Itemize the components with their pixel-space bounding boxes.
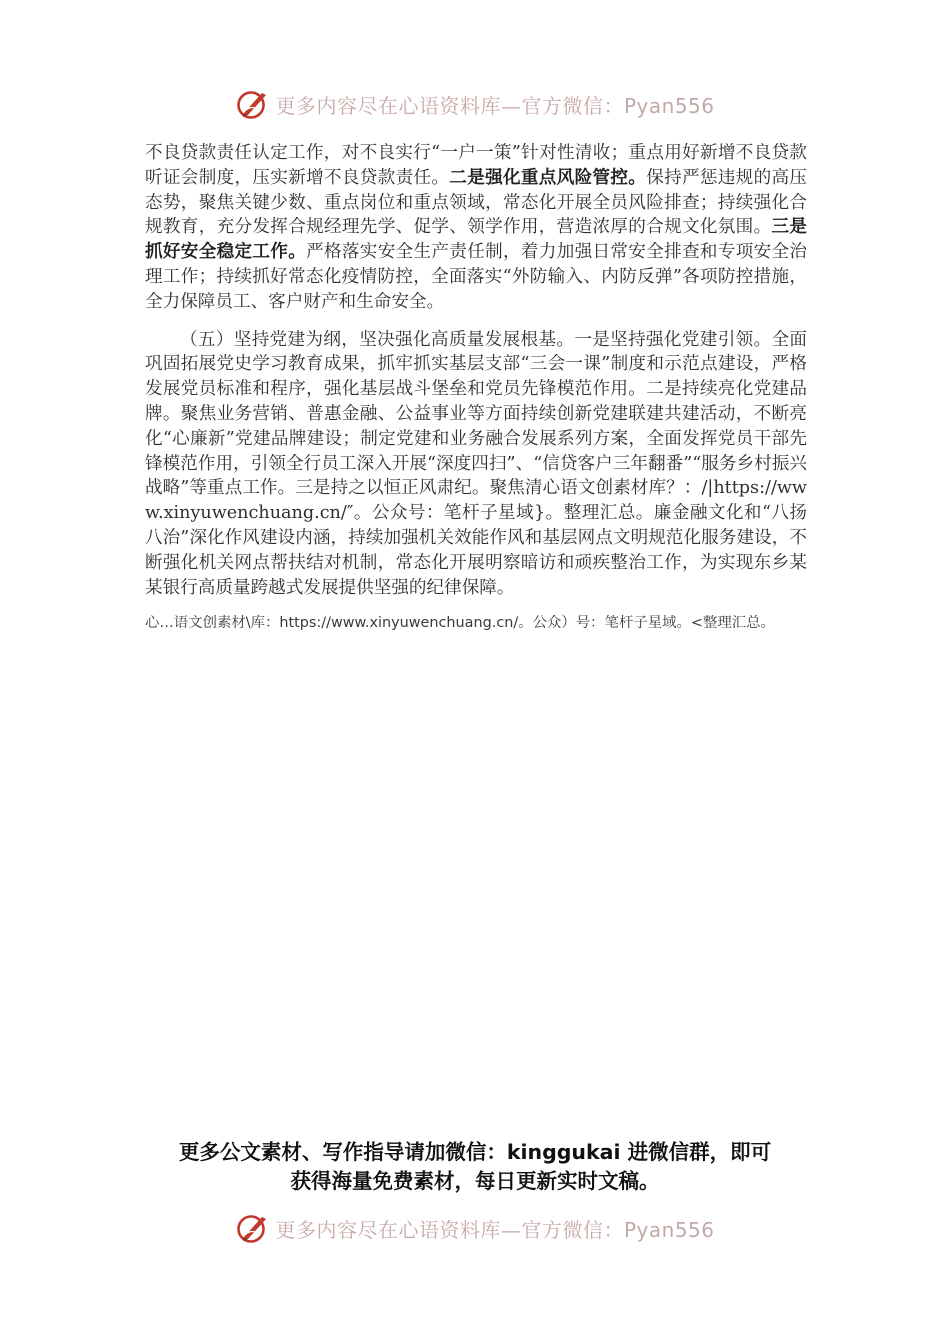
header-watermark xyxy=(0,84,950,124)
watermark-text: 更多内容尽在心语资料库—官方微信： xyxy=(275,1217,624,1242)
p1-text-1: 不良贷款责任认定工作，对不良实行“一户一策”针对性清收；重点用好新增不良贷款听证会制度，压实新增不良贷款责任。 xyxy=(145,143,807,188)
source-note: 心…语文创素材\库：https://www.xinyuwenchuang.cn/。公众）号：笔杆子星域。<整理汇总。 xyxy=(145,615,775,632)
watermark-text: 更多内容尽在心语资料库—官方微信： xyxy=(275,93,624,118)
pen-logo-icon xyxy=(235,1210,271,1246)
p1-text-3: 严格落实安全生产责任制，着力加强日常安全排查和专项安全治理工作；持续抓好常态化疫情防控，全面落实“外防输入、内防反弹”各项防控措施，全力保障员工、客户财产和生命安全。 xyxy=(145,242,807,312)
document-body xyxy=(145,141,807,635)
watermark-id: Pyan556 xyxy=(623,93,715,118)
pen-logo-icon xyxy=(235,86,271,122)
footer-promo xyxy=(0,1138,950,1196)
watermark-id: Pyan556 xyxy=(623,1217,715,1242)
promo-line-1: 更多公文素材、写作指导请加微信：kinggukai 进微信群，即可 xyxy=(178,1140,772,1164)
promo-line-2: 获得海量免费素材，每日更新实时文稿。 xyxy=(290,1169,660,1193)
paragraph-party-building: （五）坚持党建为纲，坚决强化高质量发展根基。一是坚持强化党建引领。全面巩固拓展党史学习教育成果，抓牢抓实基层支部“三会一课”制度和示范点建设，严格发展党员标准和程序，强化基层战斗堡垒和党员先锋模范作用。二是持续亮化党建品牌。聚焦业务营销、普惠金融、公益事业等方面持续创新党建联建共建活动，不断亮化“心廉新”党建品牌建设；制定党建和业务融合发展系列方案，全面发挥党员干部先锋模范作用，引领全行员工深入开展“深度四扫”、“信贷客户三年翻番”“服务乡村振兴战略”等重点工作。三是持之以恒正风肃纪。聚焦清心语文创素材库？：/|https://www.xinyuwenchuang.cn/″。公众号：笔杆子星域}。整理汇总。廉金融文化和“八扬八治”深化作风建设内涵，持续加强机关效能作风和基层网点文明规范化服务建设，不断强化机关网点帮扶结对机制，常态化开展明察暗访和顽疾整治工作，为实现东乡某某银行高质量跨越式发展提供坚强的纪律保障。 xyxy=(145,329,807,598)
paragraph-risk-control xyxy=(145,141,807,315)
p1-heading-2: 二是强化重点风险管控。 xyxy=(449,167,647,188)
p1-text-2: 保持严惩违规的高压态势，聚焦关键少数、重点岗位和重点领域，常态化开展全员风险排查；持续强化合规教育，充分发挥合规经理先学、促学、领学作用，营造浓厚的合规文化氛围。 xyxy=(145,167,807,238)
footer-watermark xyxy=(0,1208,950,1248)
p1-heading-3: 三是抓好安全稳定工作。 xyxy=(145,217,807,263)
